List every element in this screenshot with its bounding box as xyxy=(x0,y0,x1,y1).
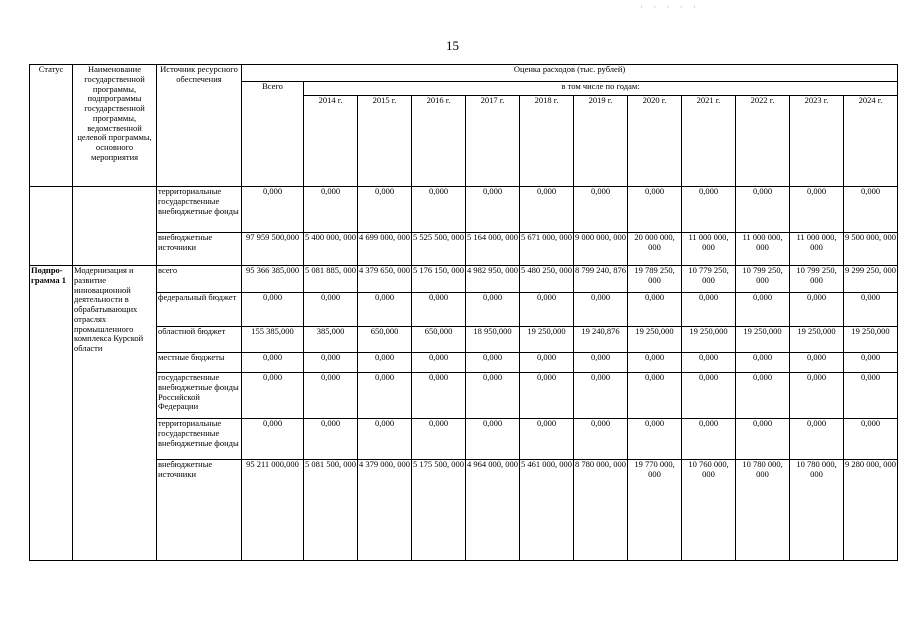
source-cell: государственные внебюджетные фонды Российской Федерации xyxy=(157,373,242,419)
header-year: 2023 г. xyxy=(790,96,844,187)
year-value-cell: 0,000 xyxy=(844,187,898,233)
year-value-cell: 4 699 000, 000 xyxy=(358,233,412,266)
year-value-cell: 19 770 000, 000 xyxy=(628,460,682,561)
year-value-cell: 0,000 xyxy=(304,293,358,327)
year-value-cell: 0,000 xyxy=(574,293,628,327)
year-value-cell: 0,000 xyxy=(304,353,358,373)
year-value-cell: 0,000 xyxy=(844,373,898,419)
year-value-cell: 0,000 xyxy=(790,419,844,460)
year-value-cell: 4 982 950, 000 xyxy=(466,266,520,293)
table-row xyxy=(30,293,898,327)
table-row xyxy=(30,419,898,460)
year-value-cell: 0,000 xyxy=(790,353,844,373)
year-value-cell: 0,000 xyxy=(520,373,574,419)
source-cell: территориальные государственные внебюджетные фонды xyxy=(157,187,242,233)
year-value-cell: 11 000 000, 000 xyxy=(790,233,844,266)
year-value-cell: 0,000 xyxy=(736,419,790,460)
year-value-cell: 0,000 xyxy=(304,373,358,419)
year-value-cell: 19 250,000 xyxy=(520,327,574,353)
scan-marks: · · · · · xyxy=(640,2,700,12)
year-value-cell: 5 175 500, 000 xyxy=(412,460,466,561)
year-value-cell: 650,000 xyxy=(358,327,412,353)
source-cell: территориальные государственные внебюджетные фонды xyxy=(157,419,242,460)
year-value-cell: 0,000 xyxy=(520,293,574,327)
year-value-cell: 0,000 xyxy=(358,293,412,327)
year-value-cell: 0,000 xyxy=(412,373,466,419)
year-value-cell: 0,000 xyxy=(466,187,520,233)
year-value-cell: 11 000 000, 000 xyxy=(682,233,736,266)
year-value-cell: 9 280 000, 000 xyxy=(844,460,898,561)
total-cell: 0,000 xyxy=(242,187,304,233)
year-value-cell: 0,000 xyxy=(790,293,844,327)
year-value-cell: 0,000 xyxy=(682,293,736,327)
total-cell: 155 385,000 xyxy=(242,327,304,353)
total-cell: 95 211 000,000 xyxy=(242,460,304,561)
year-value-cell: 0,000 xyxy=(628,373,682,419)
year-value-cell: 0,000 xyxy=(304,419,358,460)
total-cell: 0,000 xyxy=(242,419,304,460)
year-value-cell: 0,000 xyxy=(520,419,574,460)
year-value-cell: 5 081 500, 000 xyxy=(304,460,358,561)
year-value-cell: 5 081 885, 000 xyxy=(304,266,358,293)
year-value-cell: 0,000 xyxy=(520,187,574,233)
year-value-cell: 19 250,000 xyxy=(682,327,736,353)
year-value-cell: 10 780 000, 000 xyxy=(790,460,844,561)
year-value-cell: 0,000 xyxy=(682,419,736,460)
table-row xyxy=(30,460,898,561)
total-cell: 97 959 500,000 xyxy=(242,233,304,266)
year-value-cell: 0,000 xyxy=(628,419,682,460)
header-year: 2014 г. xyxy=(304,96,358,187)
year-value-cell: 4 379 650, 000 xyxy=(358,266,412,293)
table-row xyxy=(30,327,898,353)
year-value-cell: 0,000 xyxy=(844,419,898,460)
year-value-cell: 19 789 250, 000 xyxy=(628,266,682,293)
year-value-cell: 19 250,000 xyxy=(628,327,682,353)
year-value-cell: 5 400 000, 000 xyxy=(304,233,358,266)
year-value-cell: 10 799 250, 000 xyxy=(736,266,790,293)
year-value-cell: 0,000 xyxy=(412,353,466,373)
table-row xyxy=(30,266,898,293)
source-cell: федеральный бюджет xyxy=(157,293,242,327)
table-row xyxy=(30,187,898,233)
year-value-cell: 5 671 000, 000 xyxy=(520,233,574,266)
year-value-cell: 19 250,000 xyxy=(844,327,898,353)
year-value-cell: 8 799 240, 876 xyxy=(574,266,628,293)
subprogram-name: Модернизация и развитие инновационной деятельности в обрабатывающих отраслях промышленного комплекса Курской области xyxy=(73,266,157,561)
year-value-cell: 0,000 xyxy=(628,187,682,233)
year-value-cell: 5 164 000, 000 xyxy=(466,233,520,266)
year-value-cell: 0,000 xyxy=(790,187,844,233)
header-year: 2024 г. xyxy=(844,96,898,187)
year-value-cell: 0,000 xyxy=(682,353,736,373)
header-year: 2016 г. xyxy=(412,96,466,187)
header-year: 2015 г. xyxy=(358,96,412,187)
year-value-cell: 0,000 xyxy=(358,353,412,373)
year-value-cell: 10 779 250, 000 xyxy=(682,266,736,293)
budget-table xyxy=(29,64,898,561)
table-row xyxy=(30,373,898,419)
year-value-cell: 0,000 xyxy=(412,419,466,460)
source-cell: внебюджетные источники xyxy=(157,233,242,266)
year-value-cell: 0,000 xyxy=(628,353,682,373)
year-value-cell: 19 240,876 xyxy=(574,327,628,353)
year-value-cell: 0,000 xyxy=(412,187,466,233)
total-cell: 0,000 xyxy=(242,373,304,419)
source-cell: внебюджетные источники xyxy=(157,460,242,561)
source-cell: местные бюджеты xyxy=(157,353,242,373)
header-year: 2017 г. xyxy=(466,96,520,187)
name-cell-empty xyxy=(73,187,157,266)
year-value-cell: 8 780 000, 000 xyxy=(574,460,628,561)
year-value-cell: 0,000 xyxy=(466,373,520,419)
year-value-cell: 5 480 250, 000 xyxy=(520,266,574,293)
page-number: 15 xyxy=(446,38,459,53)
year-value-cell: 4 964 000, 000 xyxy=(466,460,520,561)
year-value-cell: 5 176 150, 000 xyxy=(412,266,466,293)
table-row xyxy=(30,233,898,266)
subprogram-status: Подпро-грамма 1 xyxy=(30,266,73,561)
year-value-cell: 11 000 000, 000 xyxy=(736,233,790,266)
year-value-cell: 0,000 xyxy=(466,293,520,327)
year-value-cell: 5 525 500, 000 xyxy=(412,233,466,266)
year-value-cell: 0,000 xyxy=(574,373,628,419)
year-value-cell: 0,000 xyxy=(736,373,790,419)
header-year: 2021 г. xyxy=(682,96,736,187)
year-value-cell: 10 780 000, 000 xyxy=(736,460,790,561)
total-cell: 0,000 xyxy=(242,353,304,373)
year-value-cell: 0,000 xyxy=(736,353,790,373)
source-cell: областной бюджет xyxy=(157,327,242,353)
year-value-cell: 0,000 xyxy=(412,293,466,327)
year-value-cell: 10 760 000, 000 xyxy=(682,460,736,561)
header-status: Статус xyxy=(30,65,73,187)
header-source: Источник ресурсного обеспечения xyxy=(157,65,242,187)
year-value-cell: 0,000 xyxy=(466,419,520,460)
year-value-cell: 0,000 xyxy=(520,353,574,373)
year-value-cell: 9 000 000, 000 xyxy=(574,233,628,266)
header-total: Всего xyxy=(242,82,304,187)
year-value-cell: 0,000 xyxy=(466,353,520,373)
year-value-cell: 18 950,000 xyxy=(466,327,520,353)
year-value-cell: 10 799 250, 000 xyxy=(790,266,844,293)
header-estimate: Оценка расходов (тыс. рублей) xyxy=(242,65,898,82)
year-value-cell: 0,000 xyxy=(574,187,628,233)
total-cell: 0,000 xyxy=(242,293,304,327)
header-by-years: в том числе по годам: xyxy=(304,82,898,96)
year-value-cell: 385,000 xyxy=(304,327,358,353)
header-year: 2020 г. xyxy=(628,96,682,187)
year-value-cell: 5 461 000, 000 xyxy=(520,460,574,561)
year-value-cell: 0,000 xyxy=(358,419,412,460)
year-value-cell: 0,000 xyxy=(844,293,898,327)
header-name: Наименование государственной программы, подпрограммы государственной программы, ведомственной целевой программы, основного мероприятия xyxy=(73,65,157,187)
total-cell: 95 366 385,000 xyxy=(242,266,304,293)
source-cell: всего xyxy=(157,266,242,293)
header-year: 2022 г. xyxy=(736,96,790,187)
year-value-cell: 650,000 xyxy=(412,327,466,353)
year-value-cell: 9 500 000, 000 xyxy=(844,233,898,266)
year-value-cell: 0,000 xyxy=(574,419,628,460)
year-value-cell: 9 299 250, 000 xyxy=(844,266,898,293)
year-value-cell: 0,000 xyxy=(844,353,898,373)
header-year: 2018 г. xyxy=(520,96,574,187)
year-value-cell: 0,000 xyxy=(358,187,412,233)
year-value-cell: 19 250,000 xyxy=(790,327,844,353)
status-cell-empty xyxy=(30,187,73,266)
header-year: 2019 г. xyxy=(574,96,628,187)
year-value-cell: 4 379 000, 000 xyxy=(358,460,412,561)
year-value-cell: 20 000 000, 000 xyxy=(628,233,682,266)
table-row xyxy=(30,353,898,373)
year-value-cell: 0,000 xyxy=(790,373,844,419)
year-value-cell: 0,000 xyxy=(628,293,682,327)
year-value-cell: 0,000 xyxy=(358,373,412,419)
year-value-cell: 0,000 xyxy=(736,293,790,327)
year-value-cell: 0,000 xyxy=(736,187,790,233)
year-value-cell: 0,000 xyxy=(574,353,628,373)
year-value-cell: 0,000 xyxy=(682,187,736,233)
year-value-cell: 19 250,000 xyxy=(736,327,790,353)
year-value-cell: 0,000 xyxy=(304,187,358,233)
year-value-cell: 0,000 xyxy=(682,373,736,419)
